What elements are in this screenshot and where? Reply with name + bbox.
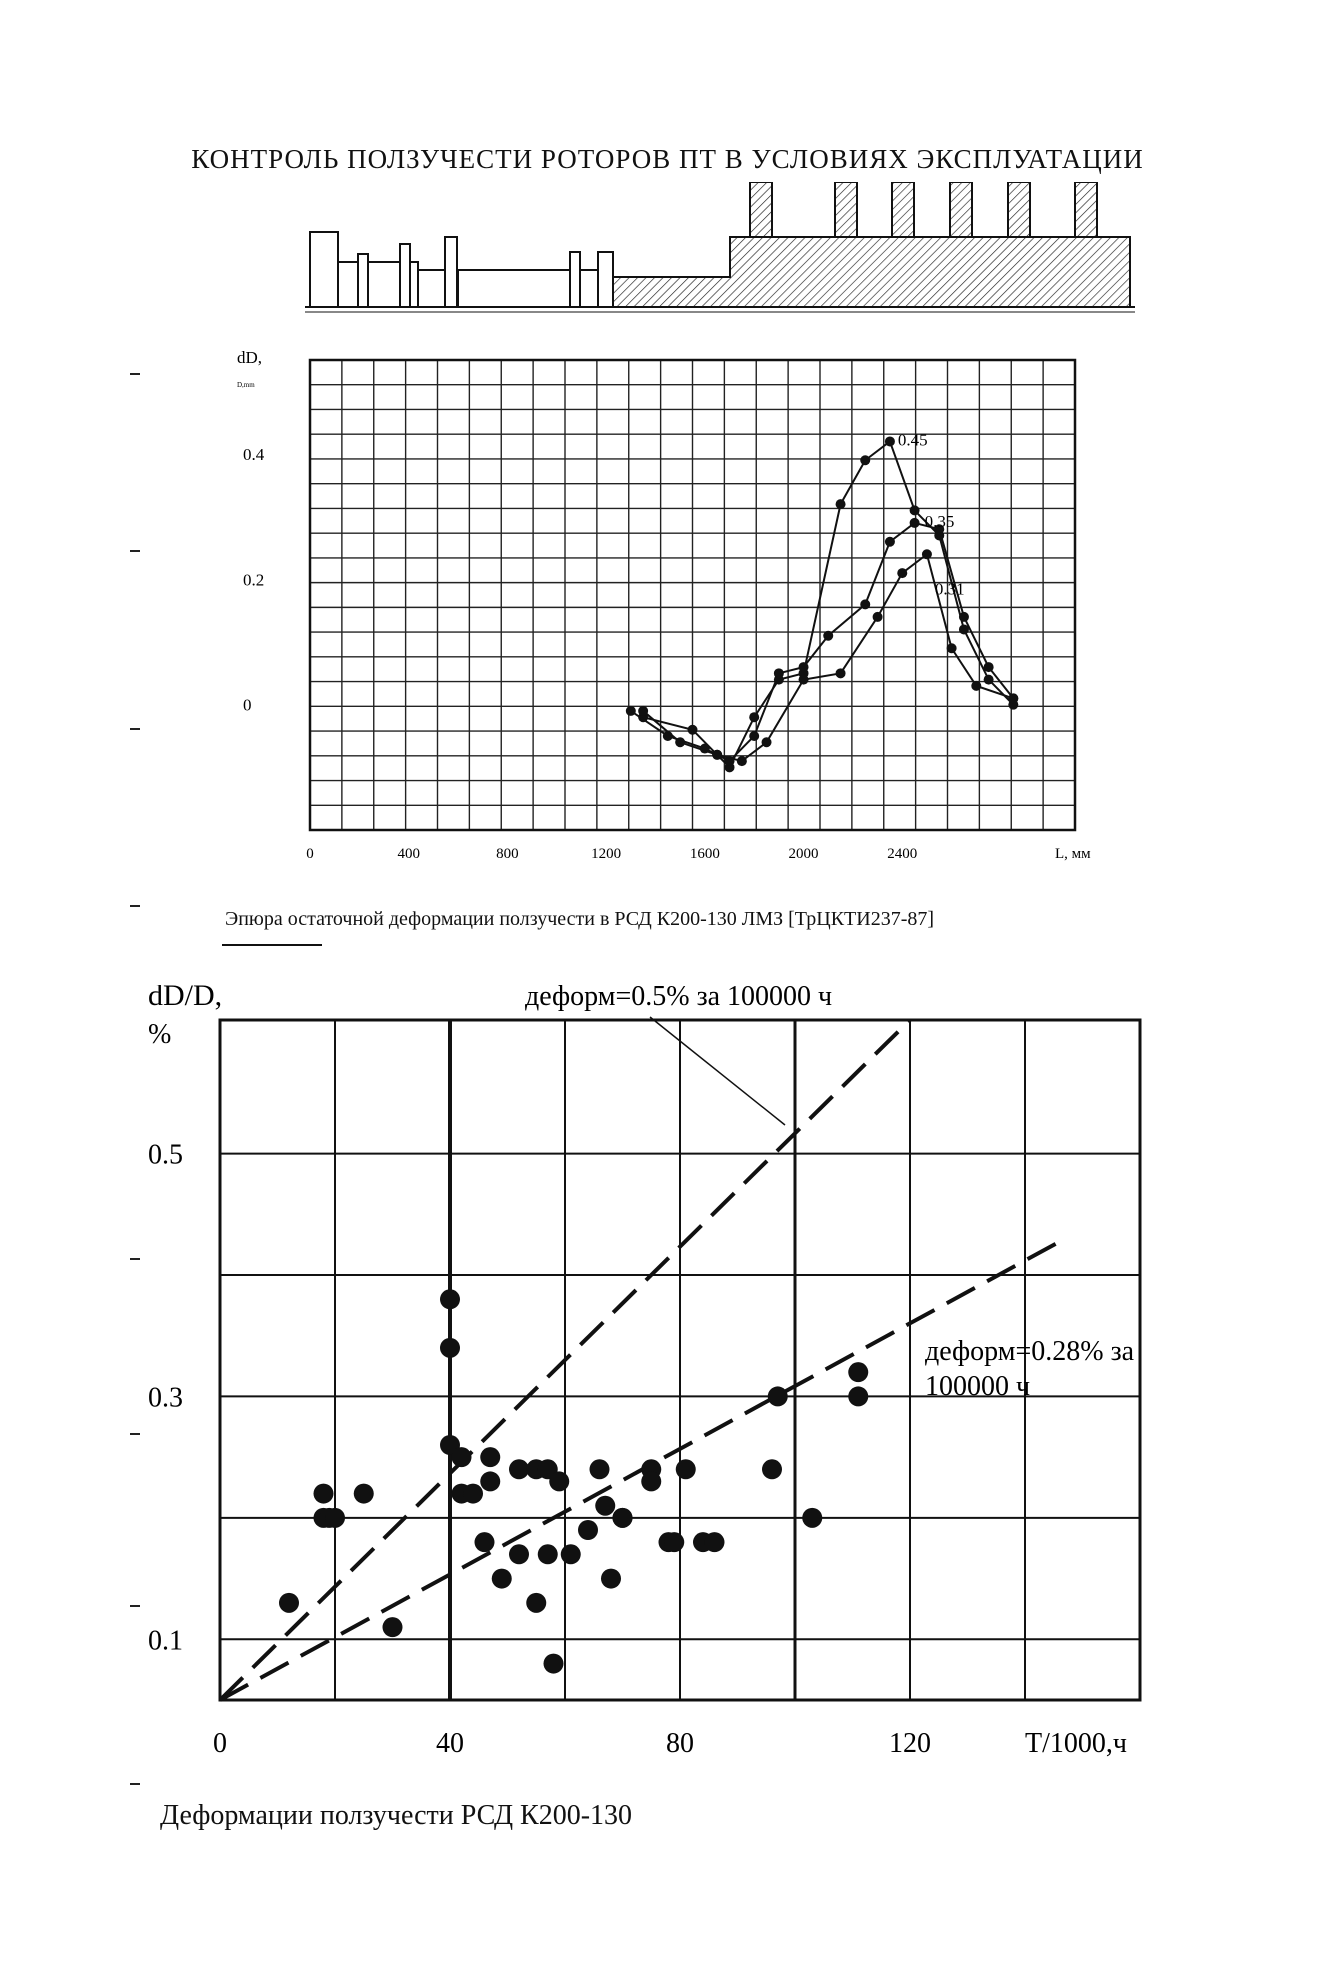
data-point [509, 1459, 529, 1479]
annotation-leader [650, 1017, 785, 1125]
data-point [561, 1544, 581, 1564]
data-point [538, 1544, 558, 1564]
data-point [823, 631, 833, 641]
data-point [737, 756, 747, 766]
x-tick-label: 80 [666, 1728, 694, 1759]
caption-bottom: Деформации ползучести РСД К200-130 [160, 1800, 633, 1831]
x-tick-label: 400 [397, 846, 420, 862]
x-tick-label: 2000 [788, 846, 819, 862]
data-point [984, 662, 994, 672]
x-tick-label: 800 [496, 846, 519, 862]
creep-deformation-diagram [215, 345, 1115, 885]
data-point [626, 706, 636, 716]
data-point [440, 1338, 460, 1358]
data-point [314, 1484, 334, 1504]
data-point [885, 537, 895, 547]
x-tick-label: 0 [213, 1728, 227, 1759]
x-tick-label: 2400 [887, 846, 918, 862]
y-axis-sublabel: D,mm [237, 381, 255, 389]
data-point [325, 1508, 345, 1528]
margin-mark [130, 550, 140, 552]
data-point [526, 1593, 546, 1613]
margin-mark [130, 1605, 140, 1607]
margin-mark [130, 1258, 140, 1260]
data-point [452, 1447, 472, 1467]
data-point [676, 1459, 696, 1479]
data-point [440, 1289, 460, 1309]
y-axis-label: dD, [237, 348, 263, 367]
data-point [601, 1569, 621, 1589]
peak-label: 0.31 [934, 579, 965, 599]
data-point [1008, 693, 1018, 703]
x-tick-label: 1200 [591, 846, 622, 862]
annotation-label-line2: 100000 ч [925, 1371, 1031, 1402]
x-axis-label: L, мм [1055, 846, 1091, 862]
peak-label: 0.45 [897, 430, 928, 450]
margin-mark [130, 905, 140, 907]
data-point [799, 675, 809, 685]
peak-label: 0.35 [924, 511, 955, 531]
data-point [549, 1471, 569, 1491]
data-point [463, 1484, 483, 1504]
data-point [984, 675, 994, 685]
data-point [897, 568, 907, 578]
data-point [480, 1447, 500, 1467]
data-point [799, 662, 809, 672]
x-tick-label: 40 [436, 1728, 464, 1759]
margin-mark [130, 373, 140, 375]
data-point [885, 436, 895, 446]
data-point [873, 612, 883, 622]
x-tick-label: 120 [889, 1728, 931, 1759]
x-tick-label: 0 [306, 846, 314, 862]
annotation-label: деформ=0.28% за [925, 1336, 1135, 1367]
y-axis-label: dD/D, [148, 985, 223, 1012]
data-point [509, 1544, 529, 1564]
data-point [802, 1508, 822, 1528]
data-point [848, 1386, 868, 1406]
data-point [971, 681, 981, 691]
data-point [383, 1617, 403, 1637]
data-point [595, 1496, 615, 1516]
y-tick-label: 0.4 [243, 445, 265, 464]
margin-mark [130, 728, 140, 730]
data-point [641, 1471, 661, 1491]
annotation-label: деформ=0.5% за 100000 ч [525, 985, 833, 1012]
data-point [836, 668, 846, 678]
data-point [749, 731, 759, 741]
margin-mark [130, 1783, 140, 1785]
series-line [643, 441, 1013, 767]
data-point [613, 1508, 633, 1528]
x-tick-label: 1600 [689, 846, 720, 862]
y-tick-label: 0.2 [243, 570, 265, 590]
data-point [688, 725, 698, 735]
data-point [675, 737, 685, 747]
data-point [848, 1362, 868, 1382]
data-point [705, 1532, 725, 1552]
rotor-profile-drawing [300, 182, 1140, 332]
data-point [768, 1386, 788, 1406]
data-point [279, 1593, 299, 1613]
data-point [836, 499, 846, 509]
data-point [492, 1569, 512, 1589]
data-point [578, 1520, 598, 1540]
creep-strain-scatter-chart [120, 985, 1200, 1785]
caption-underline [222, 944, 322, 946]
data-point [475, 1532, 495, 1552]
y-tick-label: 0 [243, 695, 252, 715]
caption-top: Эпюра остаточной деформации ползучести в РСД К200-130 ЛМЗ [ТрЦКТИ237-87] [225, 908, 935, 930]
data-point [354, 1484, 374, 1504]
data-point [480, 1471, 500, 1491]
y-axis-unit: % [148, 1019, 172, 1050]
data-point [590, 1459, 610, 1479]
y-tick-label: 0.3 [148, 1382, 183, 1414]
data-point [762, 1459, 782, 1479]
y-tick-label: 0.5 [148, 1139, 183, 1171]
data-point [922, 549, 932, 559]
data-point [749, 712, 759, 722]
data-point [947, 643, 957, 653]
data-point [774, 668, 784, 678]
data-point [638, 706, 648, 716]
page-title: КОНТРОЛЬ ПОЛЗУЧЕСТИ РОТОРОВ ПТ В УСЛОВИЯХ ЭКСПЛУАТАЦИИ [191, 144, 1144, 174]
data-point [860, 455, 870, 465]
margin-mark [130, 1433, 140, 1435]
data-point [860, 599, 870, 609]
data-point [959, 612, 969, 622]
data-point [712, 750, 722, 760]
data-point [910, 505, 920, 515]
data-point [910, 518, 920, 528]
data-point [544, 1654, 564, 1674]
x-axis-label: T/1000,ч [1025, 1728, 1127, 1759]
data-point [762, 737, 772, 747]
y-tick-label: 0.1 [148, 1625, 183, 1657]
data-point [664, 1532, 684, 1552]
series-line [631, 523, 1014, 761]
